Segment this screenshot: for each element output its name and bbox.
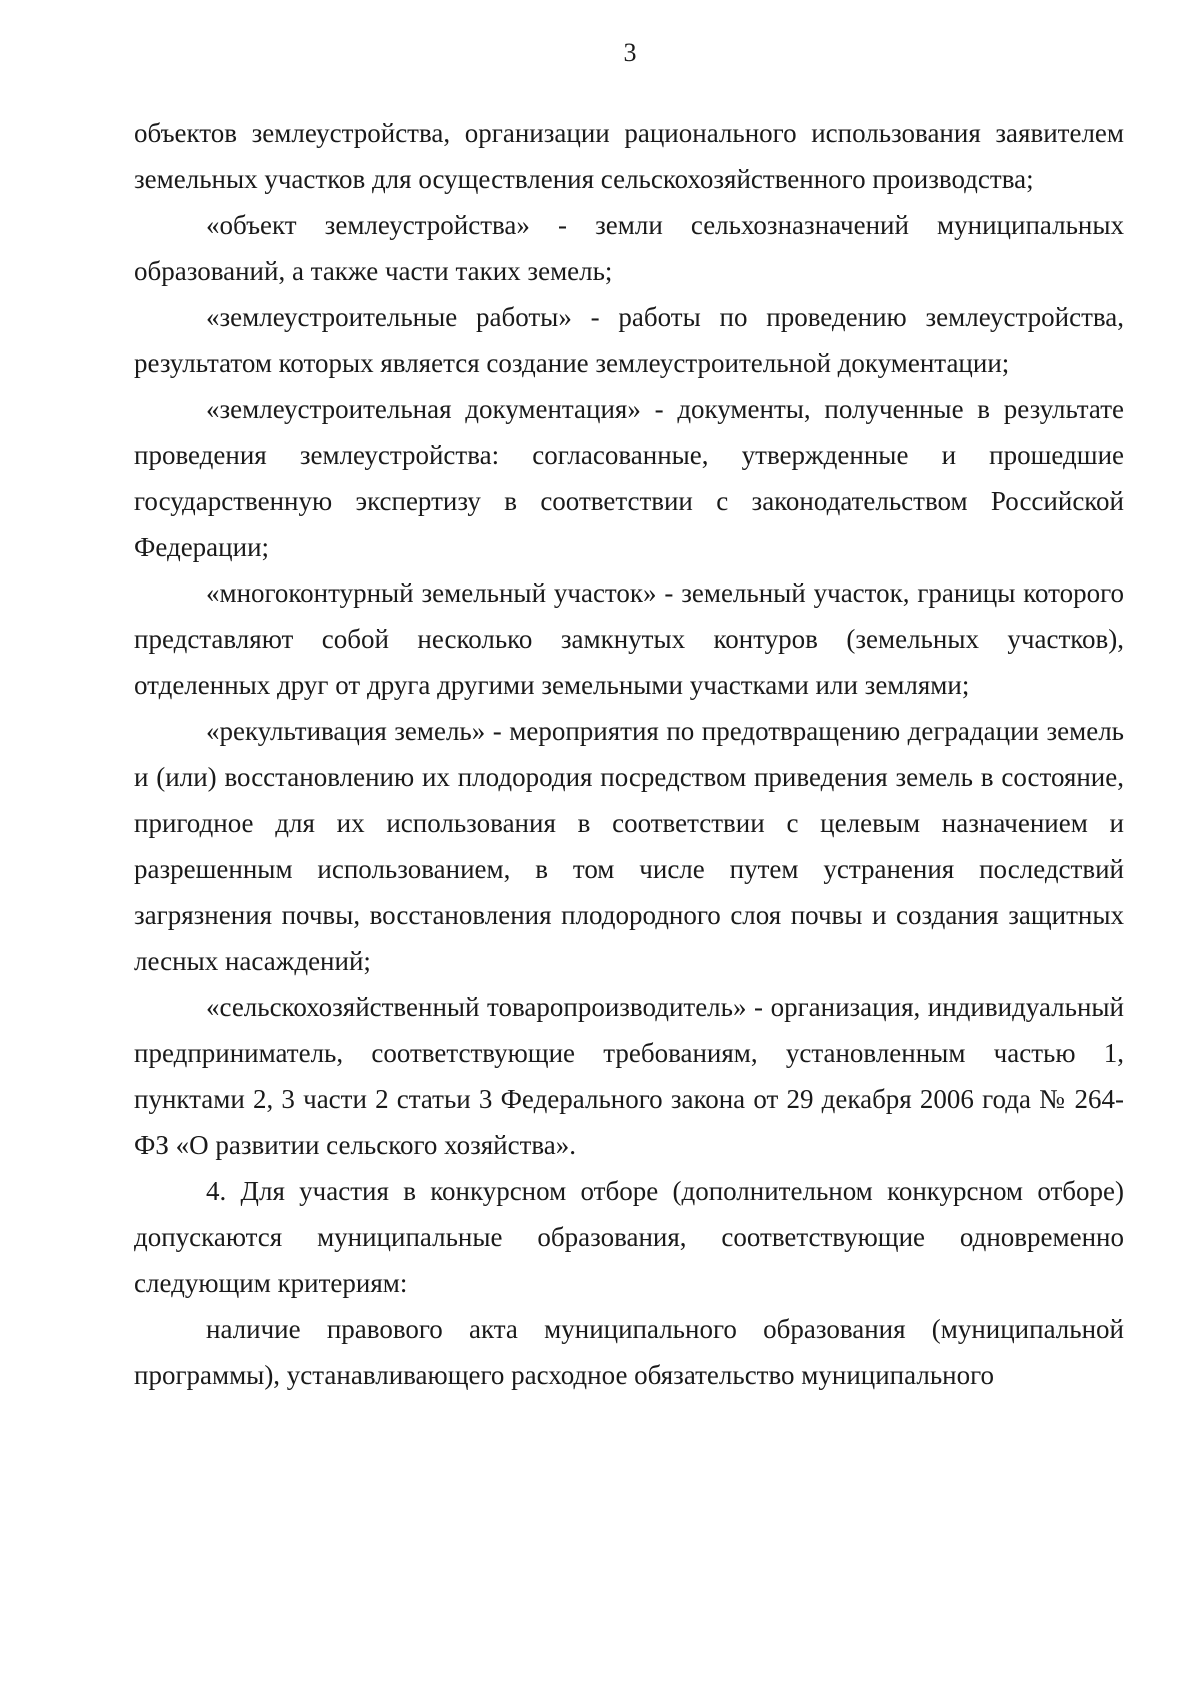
paragraph: «землеустроительные работы» - работы по проведению землеустройства, результатом которых является создание землеустроительной документации;	[134, 302, 1124, 378]
paragraph: «рекультивация земель» - мероприятия по предотвращению деградации земель и (или) восстановлению их плодородия посредством приведения земель в состояние, пригодное для их использования в соответствии с целевым назначением и разрешенным использованием, в том числе путем устранения последствий загрязнения почвы, восстановления плодородного слоя почвы и создания защитных лесных насаждений;	[134, 716, 1124, 976]
paragraph: «землеустроительная документация» - документы, полученные в результате проведения землеустройства: согласованные, утвержденные и прошедшие государственную экспертизу в соответствии с законодательством Российской Федерации;	[134, 394, 1124, 562]
paragraph: «сельскохозяйственный товаропроизводитель» - организация, индивидуальный предприниматель, соответствующие требованиям, установленным частью 1, пунктами 2, 3 части 2 статьи 3 Федерального закона от 29 декабря 2006 года № 264-ФЗ «О развитии сельского хозяйства».	[134, 992, 1124, 1160]
document-body	[134, 110, 1124, 1398]
paragraph: «многоконтурный земельный участок» - земельный участок, границы которого представляют собой несколько замкнутых контуров (земельных участков), отделенных друг от друга другими земельными участками или землями;	[134, 578, 1124, 700]
page-number: 3	[623, 38, 637, 67]
paragraph: «объект землеустройства» - земли сельхозназначений муниципальных образований, а также части таких земель;	[134, 210, 1124, 286]
paragraph: 4. Для участия в конкурсном отборе (дополнительном конкурсном отборе) допускаются муниципальные образования, соответствующие одновременно следующим критериям:	[134, 1176, 1124, 1298]
paragraph: наличие правового акта муниципального образования (муниципальной программы), устанавливающего расходное обязательство муниципального	[134, 1314, 1124, 1390]
paragraph: объектов землеустройства, организации рационального использования заявителем земельных участков для осуществления сельскохозяйственного производства;	[134, 118, 1124, 194]
